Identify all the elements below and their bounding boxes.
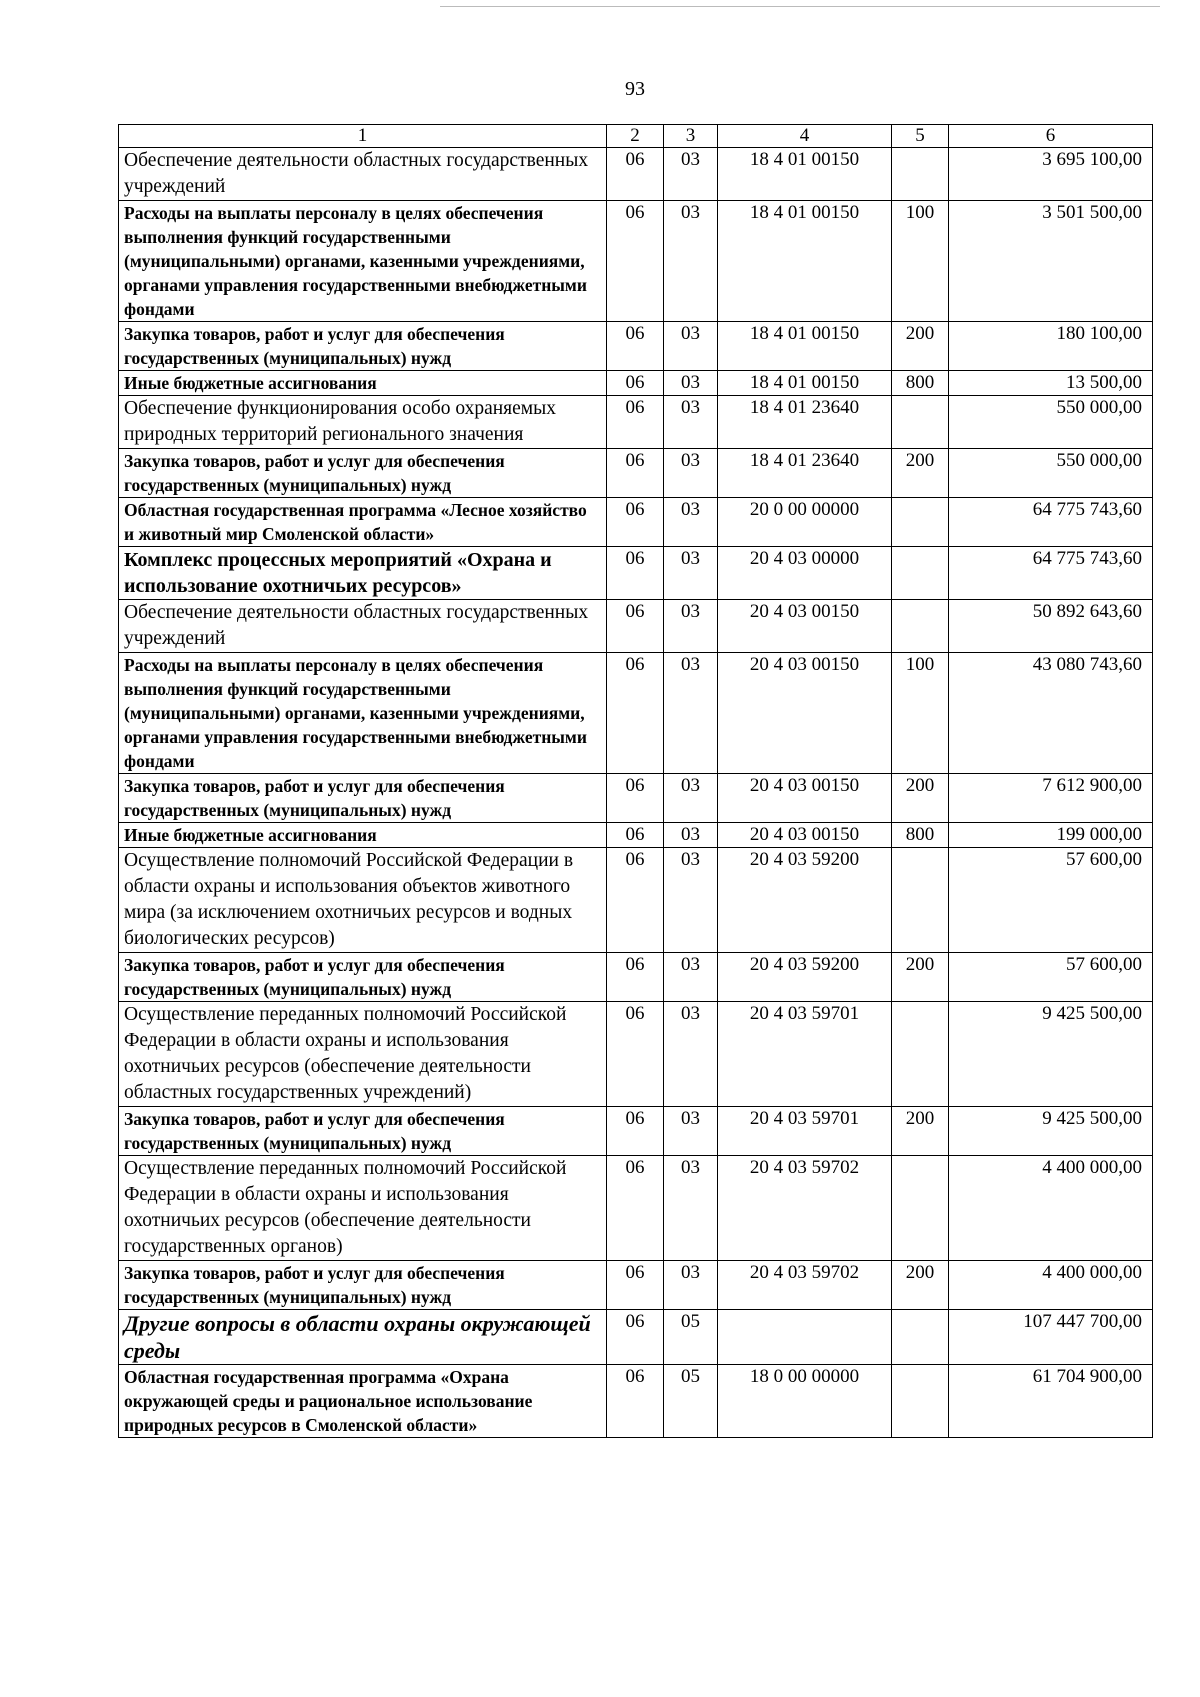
table-row — [119, 848, 1153, 953]
amount-cell: 61 704 900,00 — [949, 1365, 1153, 1438]
row-name-cell: Расходы на выплаты персоналу в целях обеспечения выполнения функций государственными (муниципальными) органами, казенными учреждениями, органами управления государственными внебюджетными фондами — [119, 201, 607, 322]
row-name-cell: Обеспечение деятельности областных государственных учреждений — [119, 600, 607, 653]
target-article-cell: 20 4 03 00150 — [718, 774, 892, 823]
row-name-cell: Закупка товаров, работ и услуг для обеспечения государственных (муниципальных) нужд — [119, 1107, 607, 1156]
expense-type-cell: 200 — [892, 953, 949, 1002]
section-code-cell: 06 — [607, 1002, 664, 1107]
subsection-code-cell: 03 — [664, 148, 718, 201]
subsection-code-cell: 03 — [664, 201, 718, 322]
table-row — [119, 1310, 1153, 1365]
subsection-code-cell: 03 — [664, 547, 718, 600]
table-row — [119, 449, 1153, 498]
section-code-cell: 06 — [607, 449, 664, 498]
column-header-3: 3 — [664, 125, 718, 148]
expense-type-cell — [892, 600, 949, 653]
target-article-cell — [718, 1310, 892, 1365]
amount-cell: 550 000,00 — [949, 449, 1153, 498]
amount-cell: 3 695 100,00 — [949, 148, 1153, 201]
expense-type-cell: 200 — [892, 322, 949, 371]
amount-cell: 199 000,00 — [949, 823, 1153, 848]
expense-type-cell: 100 — [892, 653, 949, 774]
amount-cell: 50 892 643,60 — [949, 600, 1153, 653]
page-number: 93 — [625, 78, 645, 100]
row-name-cell: Иные бюджетные ассигнования — [119, 371, 607, 396]
target-article-cell: 20 4 03 59702 — [718, 1156, 892, 1261]
target-article-cell: 18 4 01 00150 — [718, 371, 892, 396]
expense-type-cell: 200 — [892, 449, 949, 498]
table-row — [119, 322, 1153, 371]
row-name-cell: Закупка товаров, работ и услуг для обеспечения государственных (муниципальных) нужд — [119, 774, 607, 823]
table-row — [119, 653, 1153, 774]
subsection-code-cell: 05 — [664, 1365, 718, 1438]
subsection-code-cell: 03 — [664, 653, 718, 774]
table-row — [119, 1261, 1153, 1310]
target-article-cell: 20 4 03 00000 — [718, 547, 892, 600]
row-name-cell: Областная государственная программа «Охрана окружающей среды и рациональное использование природных ресурсов в Смоленской области» — [119, 1365, 607, 1438]
table-row — [119, 1365, 1153, 1438]
section-code-cell: 06 — [607, 953, 664, 1002]
target-article-cell: 20 4 03 59701 — [718, 1002, 892, 1107]
section-code-cell: 06 — [607, 600, 664, 653]
section-code-cell: 06 — [607, 848, 664, 953]
table-row — [119, 823, 1153, 848]
section-code-cell: 06 — [607, 1261, 664, 1310]
expense-type-cell: 100 — [892, 201, 949, 322]
target-article-cell: 20 4 03 00150 — [718, 653, 892, 774]
row-name-cell: Закупка товаров, работ и услуг для обеспечения государственных (муниципальных) нужд — [119, 322, 607, 371]
column-header-5: 5 — [892, 125, 949, 148]
target-article-cell: 18 0 00 00000 — [718, 1365, 892, 1438]
row-name-cell: Закупка товаров, работ и услуг для обеспечения государственных (муниципальных) нужд — [119, 953, 607, 1002]
section-code-cell: 06 — [607, 1310, 664, 1365]
expense-type-cell: 200 — [892, 1261, 949, 1310]
table-row — [119, 148, 1153, 201]
target-article-cell: 20 4 03 59200 — [718, 848, 892, 953]
row-name-cell: Закупка товаров, работ и услуг для обеспечения государственных (муниципальных) нужд — [119, 1261, 607, 1310]
row-name-cell: Закупка товаров, работ и услуг для обеспечения государственных (муниципальных) нужд — [119, 449, 607, 498]
section-code-cell: 06 — [607, 547, 664, 600]
row-name-cell: Осуществление переданных полномочий Российской Федерации в области охраны и использования охотничьих ресурсов (обеспечение деятельности государственных органов) — [119, 1156, 607, 1261]
row-name-cell: Осуществление полномочий Российской Федерации в области охраны и использования объектов животного мира (за исключением охотничьих ресурсов и водных биологических ресурсов) — [119, 848, 607, 953]
column-header-2: 2 — [607, 125, 664, 148]
amount-cell: 9 425 500,00 — [949, 1107, 1153, 1156]
column-header-1: 1 — [119, 125, 607, 148]
amount-cell: 180 100,00 — [949, 322, 1153, 371]
table-row — [119, 953, 1153, 1002]
expense-type-cell — [892, 1156, 949, 1261]
row-name-cell: Комплекс процессных мероприятий «Охрана и использование охотничьих ресурсов» — [119, 547, 607, 600]
subsection-code-cell: 03 — [664, 396, 718, 449]
row-name-cell: Обеспечение функционирования особо охраняемых природных территорий регионального значения — [119, 396, 607, 449]
expense-type-cell — [892, 1365, 949, 1438]
subsection-code-cell: 03 — [664, 1002, 718, 1107]
table-row — [119, 774, 1153, 823]
target-article-cell: 20 4 03 00150 — [718, 600, 892, 653]
section-code-cell: 06 — [607, 322, 664, 371]
row-name-cell: Иные бюджетные ассигнования — [119, 823, 607, 848]
expense-type-cell: 200 — [892, 1107, 949, 1156]
subsection-code-cell: 05 — [664, 1310, 718, 1365]
row-name-cell: Расходы на выплаты персоналу в целях обеспечения выполнения функций государственными (муниципальными) органами, казенными учреждениями, органами управления государственными внебюджетными фондами — [119, 653, 607, 774]
section-code-cell: 06 — [607, 1156, 664, 1261]
table-row — [119, 498, 1153, 547]
row-name-cell: Осуществление переданных полномочий Российской Федерации в области охраны и использования охотничьих ресурсов (обеспечение деятельности областных государственных учреждений) — [119, 1002, 607, 1107]
target-article-cell: 20 4 03 59200 — [718, 953, 892, 1002]
section-code-cell: 06 — [607, 1107, 664, 1156]
section-code-cell: 06 — [607, 371, 664, 396]
subsection-code-cell: 03 — [664, 848, 718, 953]
target-article-cell: 18 4 01 23640 — [718, 449, 892, 498]
amount-cell: 550 000,00 — [949, 396, 1153, 449]
amount-cell: 9 425 500,00 — [949, 1002, 1153, 1107]
target-article-cell: 18 4 01 00150 — [718, 148, 892, 201]
expense-type-cell — [892, 848, 949, 953]
amount-cell: 64 775 743,60 — [949, 498, 1153, 547]
expense-type-cell — [892, 396, 949, 449]
subsection-code-cell: 03 — [664, 774, 718, 823]
expense-type-cell: 800 — [892, 823, 949, 848]
table-row — [119, 1107, 1153, 1156]
table-row — [119, 1002, 1153, 1107]
target-article-cell: 18 4 01 23640 — [718, 396, 892, 449]
row-name-cell: Областная государственная программа «Лесное хозяйство и животный мир Смоленской области» — [119, 498, 607, 547]
subsection-code-cell: 03 — [664, 1107, 718, 1156]
expense-type-cell — [892, 547, 949, 600]
subsection-code-cell: 03 — [664, 322, 718, 371]
section-code-cell: 06 — [607, 823, 664, 848]
budget-table — [118, 124, 1153, 1438]
target-article-cell: 20 0 00 00000 — [718, 498, 892, 547]
expense-type-cell — [892, 148, 949, 201]
subsection-code-cell: 03 — [664, 449, 718, 498]
amount-cell: 13 500,00 — [949, 371, 1153, 396]
target-article-cell: 20 4 03 00150 — [718, 823, 892, 848]
expense-type-cell — [892, 1002, 949, 1107]
expense-type-cell — [892, 498, 949, 547]
section-code-cell: 06 — [607, 653, 664, 774]
target-article-cell: 20 4 03 59701 — [718, 1107, 892, 1156]
top-border-line — [440, 6, 1160, 7]
amount-cell: 4 400 000,00 — [949, 1156, 1153, 1261]
subsection-code-cell: 03 — [664, 1156, 718, 1261]
amount-cell: 3 501 500,00 — [949, 201, 1153, 322]
row-name-cell: Обеспечение деятельности областных государственных учреждений — [119, 148, 607, 201]
table-row — [119, 600, 1153, 653]
subsection-code-cell: 03 — [664, 823, 718, 848]
expense-type-cell: 800 — [892, 371, 949, 396]
expense-type-cell: 200 — [892, 774, 949, 823]
amount-cell: 57 600,00 — [949, 848, 1153, 953]
amount-cell: 64 775 743,60 — [949, 547, 1153, 600]
row-name-cell: Другие вопросы в области охраны окружающей среды — [119, 1310, 607, 1365]
section-code-cell: 06 — [607, 201, 664, 322]
subsection-code-cell: 03 — [664, 1261, 718, 1310]
table-row — [119, 371, 1153, 396]
target-article-cell: 18 4 01 00150 — [718, 201, 892, 322]
section-code-cell: 06 — [607, 148, 664, 201]
section-code-cell: 06 — [607, 774, 664, 823]
column-header-4: 4 — [718, 125, 892, 148]
amount-cell: 7 612 900,00 — [949, 774, 1153, 823]
table-row — [119, 396, 1153, 449]
amount-cell: 4 400 000,00 — [949, 1261, 1153, 1310]
subsection-code-cell: 03 — [664, 953, 718, 1002]
expense-type-cell — [892, 1310, 949, 1365]
amount-cell: 43 080 743,60 — [949, 653, 1153, 774]
table-row — [119, 201, 1153, 322]
amount-cell: 57 600,00 — [949, 953, 1153, 1002]
section-code-cell: 06 — [607, 1365, 664, 1438]
subsection-code-cell: 03 — [664, 498, 718, 547]
subsection-code-cell: 03 — [664, 371, 718, 396]
target-article-cell: 18 4 01 00150 — [718, 322, 892, 371]
target-article-cell: 20 4 03 59702 — [718, 1261, 892, 1310]
section-code-cell: 06 — [607, 498, 664, 547]
subsection-code-cell: 03 — [664, 600, 718, 653]
column-header-6: 6 — [949, 125, 1153, 148]
section-code-cell: 06 — [607, 396, 664, 449]
table-row — [119, 547, 1153, 600]
table-header-row — [119, 125, 1153, 148]
amount-cell: 107 447 700,00 — [949, 1310, 1153, 1365]
table-row — [119, 1156, 1153, 1261]
